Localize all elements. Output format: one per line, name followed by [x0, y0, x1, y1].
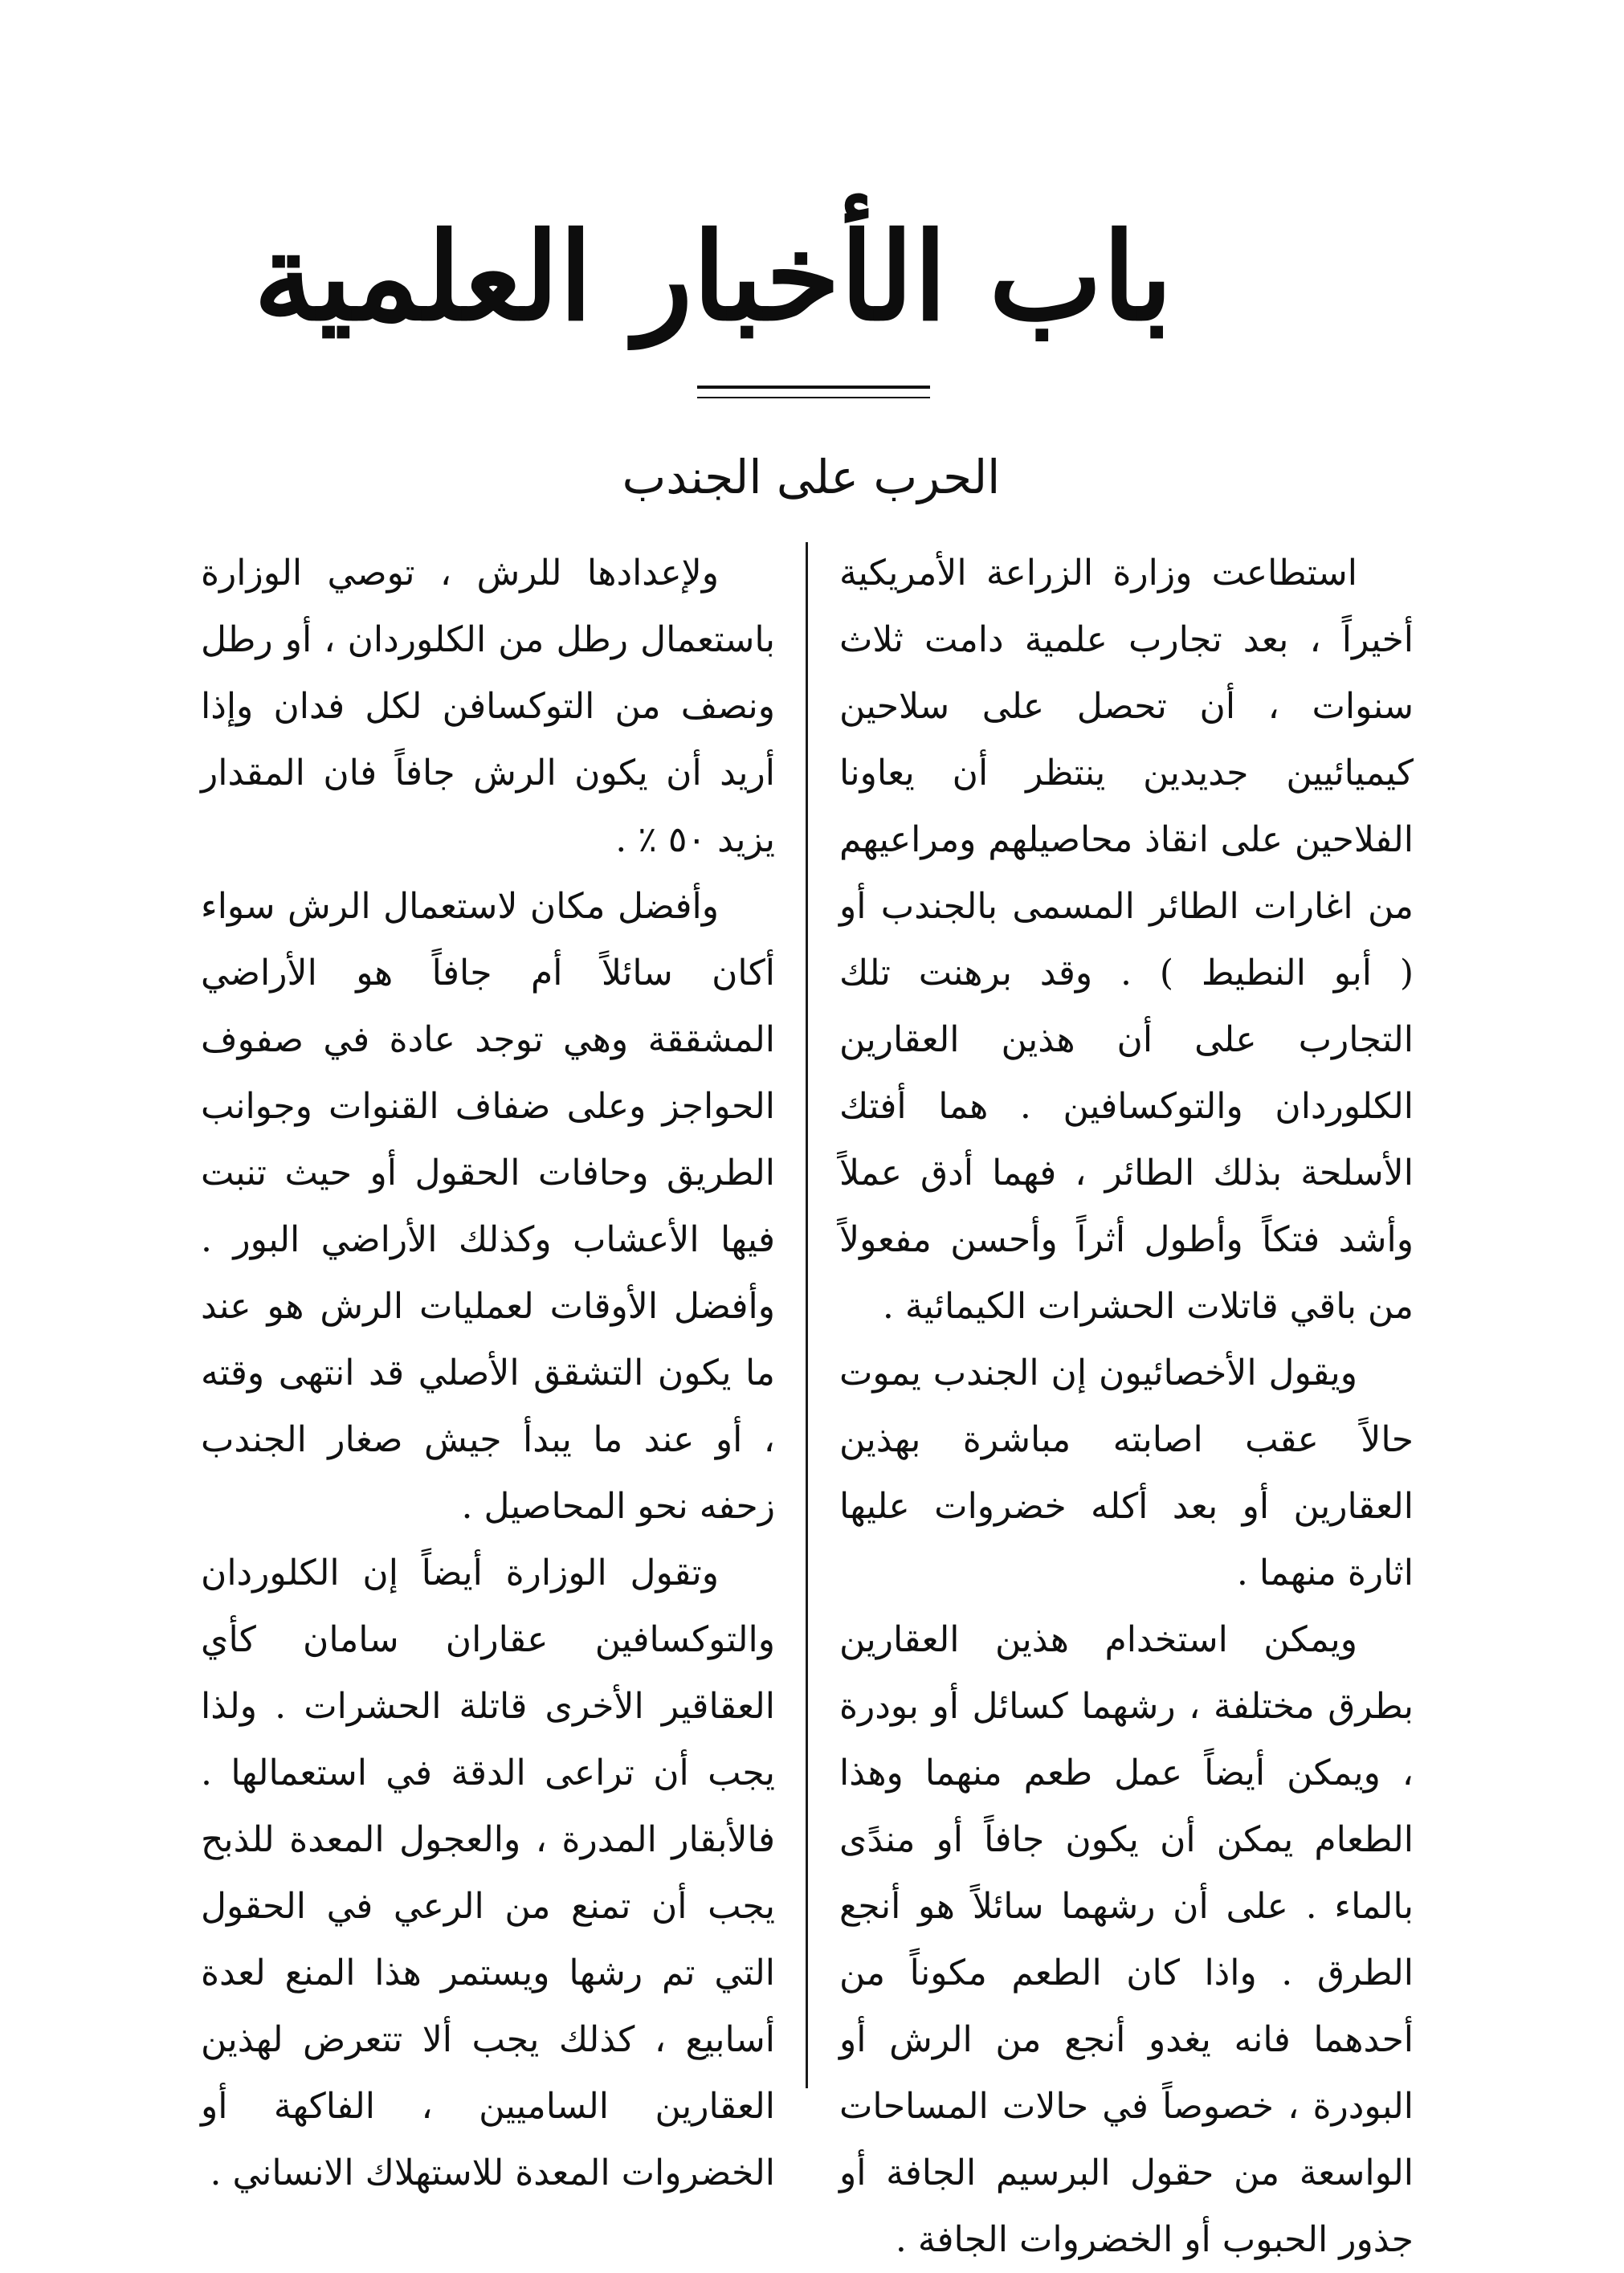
title-rule-thin — [697, 397, 930, 398]
article-headline: الحرب على الجندب — [622, 450, 1001, 504]
masthead — [253, 181, 1173, 373]
article-column-left — [201, 540, 775, 2193]
paragraph: استطاعت وزارة الزراعة الأمريكية أخيراً ، بعد تجارب علمية دامت ثلاث سنوات ، أن تحصل على سلاحين كيميائيين جديدين ينتظر أن يعاونا الفلاحين على انقاذ محاصيلهم ومراعيهم من اغارات الطائر المسمى بالجندب أو ( أبو النطيط ) . وقد برهنت تلك التجارب على أن هذين العقارين الكلوردان والتوكسافين . هما أفتك الأسلحة بذلك الطائر ، فهما أدق عملاً وأشد فتكاً وأطول أثراً وأحسن مفعولاً من باقي قاتلات الحشرات الكيمائية . — [839, 553, 1414, 1327]
section-title: باب الأخبار العلمية — [253, 206, 1173, 348]
paragraph: وأفضل مكان لاستعمال الرش سواء أكان سائلاً أم جافاً هو الأراضي المشققة وهي توجد عادة في صفوف الحواجز وعلى ضفاف القنوات وجوانب الطريق وحافات الحقول أو حيث تنبت فيها الأعشاب وكذلك الأراضي البور . وأفضل الأوقات لعمليات الرش هو عند ما يكون التشقق الأصلي قد انتهى وقته ، أو عند ما يبدأ جيش صغار الجندب زحفه نحو المحاصيل . — [201, 886, 775, 1527]
title-rule-thick — [697, 386, 930, 389]
article-column-right — [839, 540, 1414, 2260]
paragraph: ويمكن استخدام هذين العقارين بطرق مختلفة ، رشهما كسائل أو بودرة ، ويمكن أيضاً عمل طعم منهما وهذا الطعام يمكن أن يكون جافاً أو مندًى بالماء . على أن رشهما سائلاً هو أنجع الطرق . واذا كان الطعم مكوناً من أحدهما فانه يغدو أنجع من الرش أو البودرة ، خصوصاً في حالات المساحات الواسعة من حقول البرسيم الجافة أو جذور الحبوب أو الخضروات الجافة . — [839, 1619, 1414, 2260]
paragraph: ولإعدادها للرش ، توصي الوزارة باستعمال رطل من الكلوردان ، أو رطل ونصف من التوكسافن لكل فدان وإذا أريد أن يكون الرش جافاً فان المقدار يزيد ٥٠ ٪ . — [201, 553, 775, 860]
paragraph: وتقول الوزارة أيضاً إن الكلوردان والتوكسافين عقاران سامان كأي العقاقير الأخرى قاتلة الحشرات . ولذا يجب أن تراعى الدقة في استعمالها . فالأبقار المدرة ، والعجول المعدة للذبح يجب أن تمنع من الرعي في الحقول التي تم رشها ويستمر هذا المنع لعدة أسابيع ، كذلك يجب ألا تتعرض لهذين العقارين الساميين ، الفاكهة أو الخضروات المعدة للاستهلاك الانساني . — [201, 1553, 775, 2193]
column-divider — [806, 542, 808, 2088]
paragraph: ويقول الأخصائيون إن الجندب يموت حالاً عقب اصابته مباشرة بهذين العقارين أو بعد أكله خضروات عليها اثارة منهما . — [839, 1353, 1414, 1594]
